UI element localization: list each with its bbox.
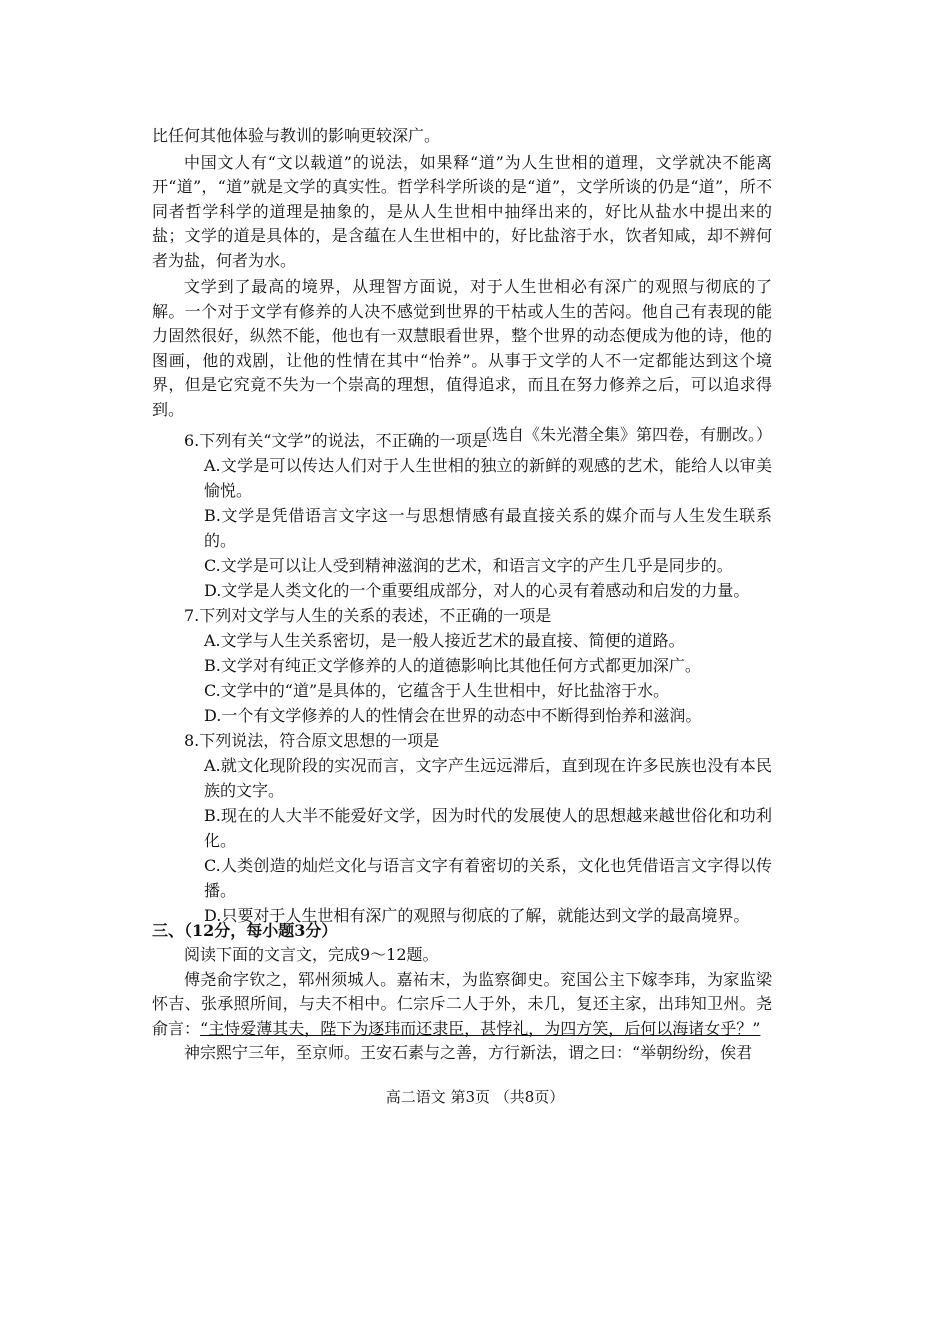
option-d: D.文学是人类文化的一个重要组成部分，对人的心灵有着感动和启发的力量。 <box>204 581 750 600</box>
option-b: B.现在的人大半不能爱好文学，因为时代的发展使人的思想越来越世俗化和功利化。 <box>204 806 772 850</box>
option-a: A.文学与人生关系密切，是一般人接近艺术的最直接、简便的道路。 <box>204 631 685 650</box>
option-d: D.一个有文学修养的人的性情会在世界的动态中不断得到怡养和滋润。 <box>204 706 702 725</box>
classical-paragraph-2: 神宗熙宁三年，至京师。王安石素与之善，方行新法，谓之曰：“举朝纷纷，俟君 <box>184 1043 753 1062</box>
classical-text: 傅尧俞字钦之，郓州须城人。嘉祐末，为监察御史。兖国公主下嫁李玮，为家监梁怀吉、张承照所间，与夫不相中。仁宗斥二人于外，未几，复还主家，出玮知卫州。尧俞言： <box>152 969 772 1038</box>
classical-paragraph-1 <box>152 968 772 1042</box>
option-c: C.文学中的“道”是具体的，它蕴含于人生世相中，好比盐溶于水。 <box>204 681 670 700</box>
question-6 <box>152 428 772 603</box>
section-heading: 三、（12分，每小题3分） <box>152 921 338 940</box>
passage-paragraph-1: 比任何其他体验与教训的影响更较深广。 <box>152 126 441 145</box>
section-instruction: 阅读下面的文言文，完成9～12题。 <box>184 945 439 964</box>
question-7 <box>152 603 772 728</box>
source-citation: （选自《朱光潜全集》第四卷，有删改。） <box>475 425 772 444</box>
passage-paragraph-2: 中国文人有“文以载道”的说法，如果释“道”为人生世相的道理，文学就决不能离开“道”，“道”就是文学的真实性。哲学科学所谈的是“道”，文学所谈的仍是“道”，所不同者哲学科学的道理是抽象的，是从人生世相中抽绎出来的，好比从盐水中提出来的盐；文学的道是具体的，是含蕴在人生世相中的，好比盐溶于水，饮者知咸，却不辨何者为盐，何者为水。 <box>152 152 772 270</box>
question-stem: 8.下列说法，符合原文思想的一项是 <box>184 731 440 750</box>
option-c: C.人类创造的灿烂文化与语言文字有着密切的关系，文化也凭借语言文字得以传播。 <box>204 856 772 900</box>
option-c: C.文学是可以让人受到精神滋润的艺术，和语言文字的产生几乎是同步的。 <box>204 556 733 575</box>
option-b: B.文学对有纯正文学修养的人的道德影响比其他任何方式都更加深广。 <box>204 656 701 675</box>
question-stem: 7.下列对文学与人生的关系的表述，不正确的一项是 <box>184 606 552 625</box>
underlined-sentence: “主恃爱薄其夫，陛下为逐玮而还隶臣，甚悖礼，为四方笑，后何以海诸女乎？” <box>200 1018 761 1038</box>
question-stem: 6.下列有关“文学”的说法，不正确的一项是 <box>184 431 488 450</box>
option-b: B.文学是凭借语言文字这一与思想情感有最直接关系的媒介而与人生发生联系的。 <box>204 506 772 550</box>
option-d: D.只要对于人生世相有深广的观照与彻底的了解，就能达到文学的最高境界。 <box>204 906 750 925</box>
passage <box>152 124 772 448</box>
option-a: A.文学是可以传达人们对于人生世相的独立的新鲜的观感的艺术，能给人以审美愉悦。 <box>204 456 772 500</box>
question-8 <box>152 728 772 928</box>
passage-paragraph-3: 文学到了最高的境界，从理智方面说，对于人生世相必有深广的观照与彻底的了解。一个对于文学有修养的人决不感觉到世界的干枯或人生的苦闷。他自己有表现的能力固然很好，纵然不能，他也有一双慧眼看世界，整个世界的动态便成为他的诗，他的图画，他的戏剧，让他的性情在其中“怡养”。从事于文学的人不一定都能达到这个境界，但是它究竟不失为一个崇高的理想，值得追求，而且在努力修养之后，可以追求得到。 <box>152 277 772 419</box>
page-footer: 高二语文 第3页 （共8页） <box>385 1088 565 1106</box>
questions <box>152 428 772 928</box>
section-3 <box>152 918 772 1066</box>
option-a: A.就文化现阶段的实况而言，文字产生远远滞后，直到现在许多民族也没有本民族的文字。 <box>204 756 772 800</box>
